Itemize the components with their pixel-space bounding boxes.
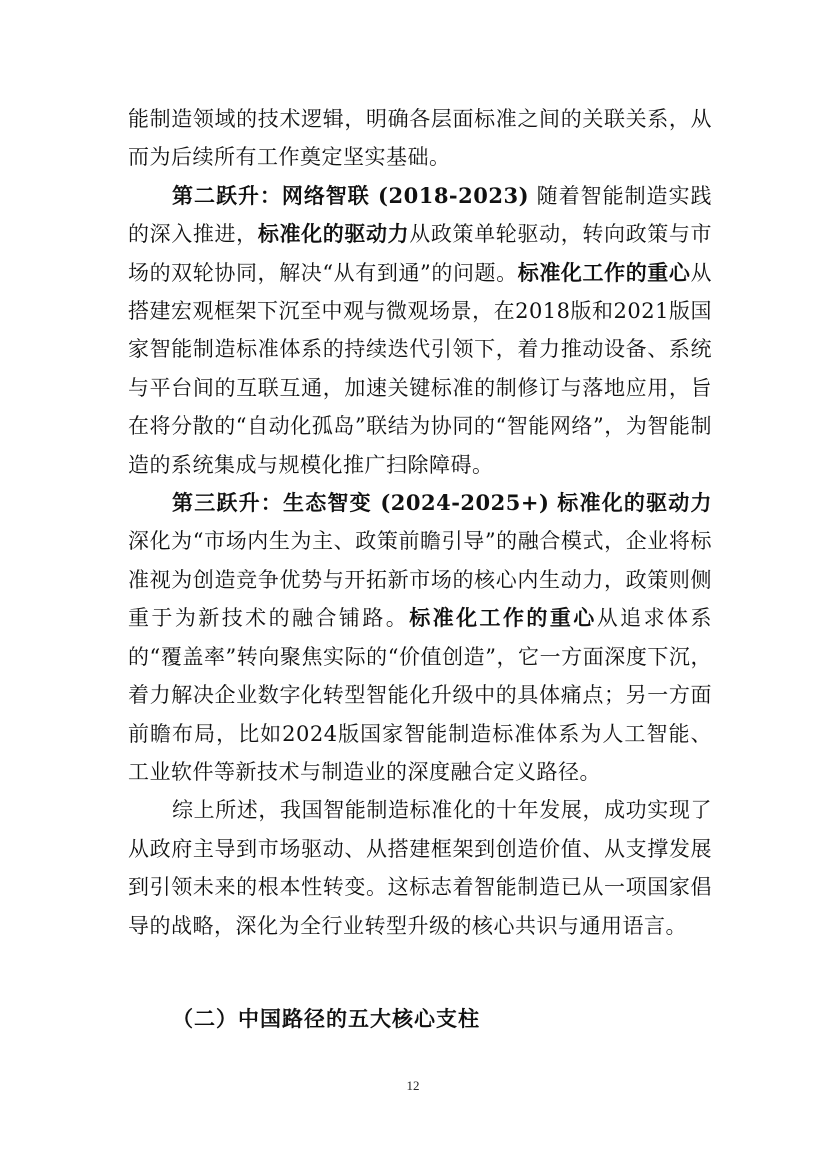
- paragraph-text: 能制造领域的技术逻辑，明确各层面标准之间的关联关系，从而为后续所有工作奠定坚实基础。: [128, 107, 712, 170]
- paragraph-second-leap: [128, 177, 712, 484]
- paragraph-text: 从搭建宏观框架下沉至中观与微观场景，在2018版和2021版国家智能制造标准体系的持续迭代引领下，着力推动设备、系统与平台间的互联互通，加速关键标准的制修订与落地应用，旨在将分散的“自动化孤岛”联结为协同的“智能网络”，为智能制造的系统集成与规模化推广扫除障碍。: [128, 260, 712, 477]
- paragraph-continued: [128, 100, 712, 177]
- paragraph-text: 随着智能制造实践的深入推进，: [128, 183, 712, 247]
- bold-phrase: 标准化工作的重心: [409, 605, 597, 631]
- body-text: [128, 100, 712, 945]
- paragraph-text: 综上所述，我国智能制造标准化的十年发展，成功实现了从政府主导到市场驱动、从搭建框架到创造价值、从支撑发展到引领未来的根本性转变。这标志着智能制造已从一项国家倡导的战略，深化为全行业转型升级的核心共识与通用语言。: [128, 798, 712, 938]
- bold-phrase: 标准化工作的重心: [517, 259, 691, 285]
- section-heading: （二）中国路径的五大核心支柱: [172, 1007, 480, 1031]
- leap-heading: 第二跃升：网络智联 (2018-2023): [172, 182, 530, 208]
- paragraph-summary: [128, 791, 712, 945]
- bold-phrase: 标准化的驱动力: [257, 221, 410, 247]
- paragraph-text: 从政策单轮驱动，转向政策与市场的双轮协同，解决“从有到通”的问题。: [128, 222, 713, 285]
- leap-heading: 第三跃升：生态智变 (2024-2025+): [172, 490, 550, 516]
- paragraph-text: 深化为“市场内生为主、政策前瞻引导”的融合模式，企业将标准视为创造竞争优势与开拓新市场的核心内生动力，政策则侧重于为新技术的融合铺路。: [128, 529, 712, 631]
- page-number: 12: [406, 1078, 420, 1093]
- paragraph-text: 从追求体系的“覆盖率”转向聚焦实际的“价值创造”，它一方面深度下沉，着力解决企业数字化转型智能化升级中的具体痛点；另一方面前瞻布局，比如2024版国家智能制造标准体系为人工智能、工业软件等新技术与制造业的深度融合定义路径。: [128, 606, 712, 784]
- paragraph-third-leap: [128, 484, 712, 791]
- bold-phrase: 标准化的驱动力: [557, 490, 713, 516]
